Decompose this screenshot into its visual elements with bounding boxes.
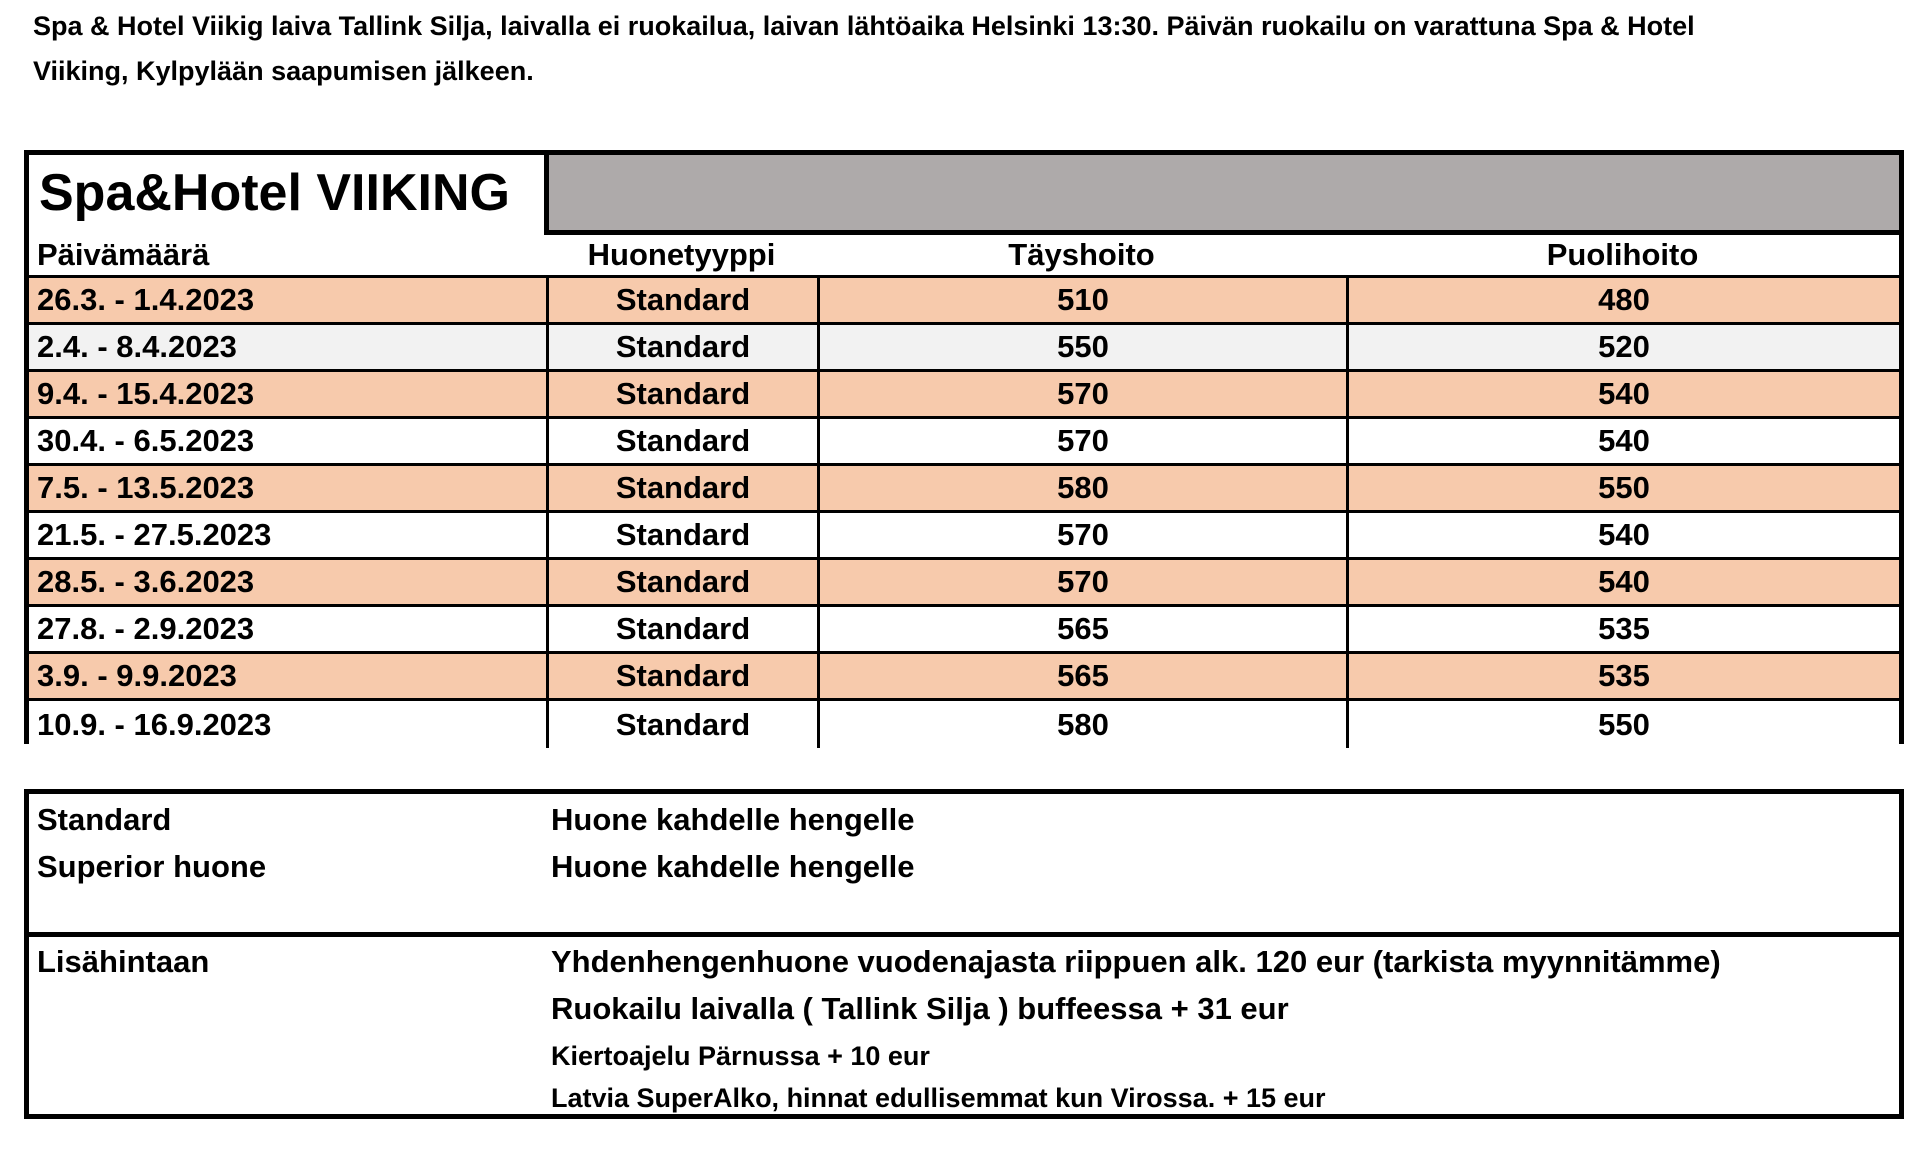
room-type-cell: Standard [546, 419, 817, 463]
date-cell: 21.5. - 27.5.2023 [37, 517, 272, 552]
extra-item: Yhdenhengenhuone vuodenajasta riippuen alk. 120 eur (tarkista myynnitämme) [551, 944, 1721, 979]
date-cell: 26.3. - 1.4.2023 [37, 282, 255, 317]
full-board-price-cell: 570 [817, 513, 1346, 557]
extra-item: Ruokailu laivalla ( Tallink Silja ) buffeessa + 31 eur [551, 991, 1289, 1026]
half-board-price-cell: 540 [1346, 560, 1899, 604]
price-table-title-row [29, 155, 1899, 235]
extras-label: Lisähintaan [37, 944, 210, 979]
table-row [29, 513, 1899, 560]
half-board-price-cell: 520 [1346, 325, 1899, 369]
full-board-price-cell: 565 [817, 654, 1346, 698]
room-type-cell: Standard [546, 654, 817, 698]
half-board-price-cell: 550 [1346, 466, 1899, 510]
price-table-body [29, 278, 1899, 748]
half-board-price-cell: 540 [1346, 372, 1899, 416]
room-type-cell: Standard [546, 513, 817, 557]
date-cell: 7.5. - 13.5.2023 [37, 470, 255, 505]
date-cell: 28.5. - 3.6.2023 [37, 564, 255, 599]
room-type-desc: Huone kahdelle hengelle [551, 849, 915, 884]
full-board-price-cell: 580 [817, 701, 1346, 748]
half-board-price-cell: 535 [1346, 607, 1899, 651]
extra-item: Latvia SuperAlko, hinnat edullisemmat kun Virossa. + 15 eur [551, 1083, 1326, 1113]
date-cell: 30.4. - 6.5.2023 [37, 423, 255, 458]
table-row [29, 701, 1899, 748]
extra-item: Kiertoajelu Pärnussa + 10 eur [551, 1041, 930, 1071]
room-type-cell: Standard [546, 372, 817, 416]
header-half-board: Puolihoito [1546, 237, 1699, 272]
room-type-cell: Standard [546, 560, 817, 604]
date-cell: 3.9. - 9.9.2023 [37, 658, 237, 693]
half-board-price-cell: 540 [1346, 419, 1899, 463]
half-board-price-cell: 550 [1346, 701, 1899, 748]
table-row [29, 607, 1899, 654]
room-type-name: Standard [37, 802, 172, 837]
room-type-cell: Standard [546, 466, 817, 510]
table-row [29, 278, 1899, 325]
room-types-section [29, 794, 1899, 937]
header-date: Päivämäärä [37, 237, 210, 272]
price-table [24, 150, 1904, 744]
full-board-price-cell: 570 [817, 372, 1346, 416]
intro-text [33, 4, 1833, 94]
notes-table [24, 789, 1904, 1119]
room-type-name: Superior huone [37, 849, 267, 884]
table-row [29, 419, 1899, 466]
price-table-header-row [29, 235, 1899, 278]
room-type-cell: Standard [546, 701, 817, 748]
half-board-price-cell: 540 [1346, 513, 1899, 557]
date-cell: 9.4. - 15.4.2023 [37, 376, 255, 411]
half-board-price-cell: 480 [1346, 278, 1899, 322]
table-row [29, 560, 1899, 607]
date-cell: 10.9. - 16.9.2023 [37, 706, 272, 742]
date-cell: 27.8. - 2.9.2023 [37, 611, 255, 646]
full-board-price-cell: 580 [817, 466, 1346, 510]
half-board-price-cell: 535 [1346, 654, 1899, 698]
full-board-price-cell: 510 [817, 278, 1346, 322]
full-board-price-cell: 565 [817, 607, 1346, 651]
room-type-cell: Standard [546, 325, 817, 369]
table-row [29, 325, 1899, 372]
header-room-type: Huonetyyppi [587, 237, 776, 272]
table-row [29, 654, 1899, 701]
room-type-desc: Huone kahdelle hengelle [551, 802, 915, 837]
table-row [29, 466, 1899, 513]
intro-line-1: Spa & Hotel Viikig laiva Tallink Silja, laivalla ei ruokailua, laivan lähtöaika Helsinki 13:30. Päivän ruokailu on varattuna Spa & Hotel [33, 11, 1695, 41]
header-full-board: Täyshoito [1008, 237, 1155, 272]
room-type-cell: Standard [546, 607, 817, 651]
table-row [29, 372, 1899, 419]
full-board-price-cell: 570 [817, 419, 1346, 463]
full-board-price-cell: 570 [817, 560, 1346, 604]
full-board-price-cell: 550 [817, 325, 1346, 369]
intro-line-2: Viiking, Kylpylään saapumisen jälkeen. [33, 56, 534, 86]
date-cell: 2.4. - 8.4.2023 [37, 329, 237, 364]
room-type-cell: Standard [546, 278, 817, 322]
price-table-title: Spa&Hotel VIIKING [39, 164, 510, 222]
title-gray-cell [544, 155, 1899, 235]
